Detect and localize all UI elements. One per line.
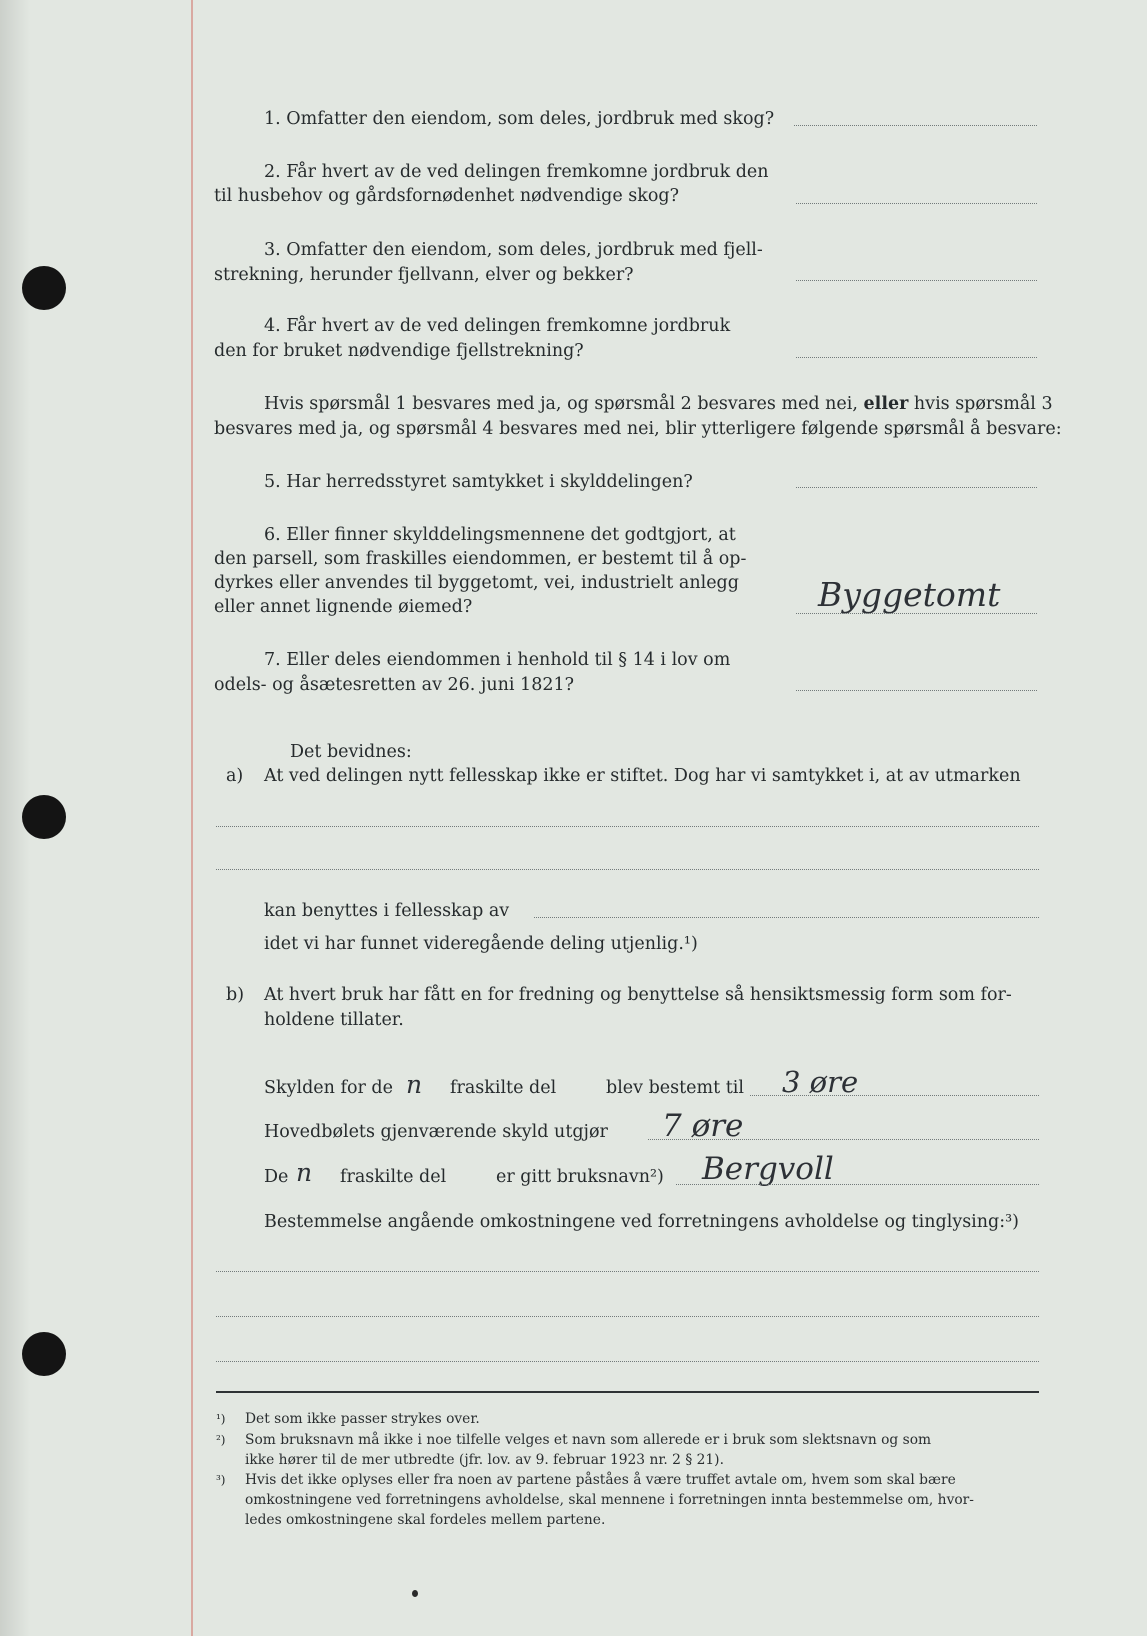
condition-line1 [264,393,1053,415]
punch-hole-bottom [22,1332,66,1376]
hoved-line[interactable] [648,1139,1039,1140]
navn-value: Bergvoll [702,1151,834,1187]
question-5: 5. Har herredsstyret samtykket i skylddelingen? [264,472,693,492]
answer-line-3[interactable] [796,280,1037,281]
question-1: 1. Omfatter den eiendom, som deles, jordbruk med skog? [264,109,775,129]
skyld-line[interactable] [750,1095,1039,1096]
attest-b-label: b) [226,985,245,1005]
question-6-line3: dyrkes eller anvendes til byggetomt, vei, industrielt anlegg [214,573,739,593]
question-6-line2: den parsell, som fraskilles eiendommen, er bestemt til å op- [214,549,747,569]
attest-a-label: a) [226,766,244,786]
skyld-hand-n: n [406,1070,423,1099]
skyld-prefix: Skylden for de [264,1078,393,1098]
question-7-line1: 7. Eller deles eiendommen i henhold til § 14 i lov om [264,650,731,670]
answer-line-5[interactable] [796,487,1037,488]
hoved-value: 7 øre [662,1108,744,1144]
footnote-2-line2: ikke hører til de mer utbredte (jfr. lov. av 9. februar 1923 nr. 2 § 21). [245,1452,724,1468]
navn-mid: fraskilte del [340,1167,447,1187]
attest-a-text: At ved delingen nytt fellesskap ikke er stiftet. Dog har vi samtykket i, at av utmarken [264,766,1021,786]
skyld-suffix: blev bestemt til [606,1078,744,1098]
handwritten-answer-6: Byggetomt [818,575,1001,614]
omkost-line1[interactable] [216,1271,1039,1272]
skyld-mid: fraskilte del [450,1078,557,1098]
footnote-2-line1: Som bruksnavn må ikke i noe tilfelle velges et navn som allerede er i bruk som slektsnavn og som [245,1432,932,1448]
question-2-line2: til husbehov og gårdsfornødenhet nødvendige skog? [214,186,679,206]
attest-a-line1[interactable] [216,826,1039,827]
answer-line-2[interactable] [796,203,1037,204]
omkost-text: Bestemmelse angående omkostningene ved forretningens avholdelse og tinglysing:³) [264,1212,1019,1232]
attest-a-fellesskap: kan benyttes i fellesskap av [264,901,510,921]
question-6-line1: 6. Eller finner skylddelingsmennene det godtgjort, at [264,525,736,545]
footnote-3-mark: ³) [216,1473,226,1487]
paper-speck [412,1590,418,1597]
question-4-line1: 4. Får hvert av de ved delingen fremkomne jordbruk [264,316,731,336]
attest-heading: Det bevidnes: [290,742,412,762]
omkost-line2[interactable] [216,1316,1039,1317]
condition-bold-eller: eller [863,394,909,414]
question-3-line2: strekning, herunder fjellvann, elver og bekker? [214,265,634,285]
punch-hole-middle [22,795,66,839]
punch-hole-top [22,266,66,310]
hoved-label: Hovedbølets gjenværende skyld utgjør [264,1122,608,1142]
question-2-line1: 2. Får hvert av de ved delingen fremkomne jordbruk den [264,162,769,182]
footnote-1-mark: ¹) [216,1412,226,1426]
condition-text-b: hvis spørsmål 3 [913,394,1053,414]
answer-line-4[interactable] [796,357,1037,358]
footnote-rule [216,1391,1039,1393]
navn-hand-n: n [296,1158,313,1187]
question-4-line2: den for bruket nødvendige fjellstrekning? [214,341,584,361]
answer-line-1[interactable] [794,125,1037,126]
footnote-3-line3: ledes omkostningene skal fordeles mellem partene. [245,1512,606,1528]
attest-a-line2[interactable] [216,869,1039,870]
answer-line-6[interactable] [796,613,1037,614]
omkost-line3[interactable] [216,1361,1039,1362]
attest-b-line1: At hvert bruk har fått en for fredning og benyttelse så hensiktsmessig form som for- [264,985,1012,1005]
margin-line [191,0,193,1636]
question-6-line4: eller annet lignende øiemed? [214,597,473,617]
answer-line-7[interactable] [796,690,1037,691]
question-3-line1: 3. Omfatter den eiendom, som deles, jordbruk med fjell- [264,240,763,260]
condition-line2: besvares med ja, og spørsmål 4 besvares med nei, blir ytterligere følgende spørsmål å besvare: [214,419,1062,439]
footnote-3-line1: Hvis det ikke oplyses eller fra noen av partene påståes å være truffet avtale om, hvem som skal bære [245,1472,956,1488]
navn-line[interactable] [676,1184,1039,1185]
fellesskap-line[interactable] [534,917,1039,918]
skyld-value: 3 øre [782,1065,859,1099]
question-7-line2: odels- og åsætesretten av 26. juni 1821? [214,675,574,695]
footnote-1-line1: Det som ikke passer strykes over. [245,1411,480,1427]
footnote-2-mark: ²) [216,1433,226,1447]
footnote-3-line2: omkostningene ved forretningens avholdelse, skal mennene i forretningen innta bestemmelse om, hvor- [245,1492,974,1508]
attest-b-line2: holdene tillater. [264,1010,404,1030]
navn-prefix: De [264,1167,289,1187]
condition-text-a: Hvis spørsmål 1 besvares med ja, og spørsmål 2 besvares med nei, [264,394,858,414]
attest-a-reason: idet vi har funnet videregående deling utjenlig.¹) [264,934,698,954]
navn-suffix: er gitt bruksnavn²) [496,1167,664,1187]
